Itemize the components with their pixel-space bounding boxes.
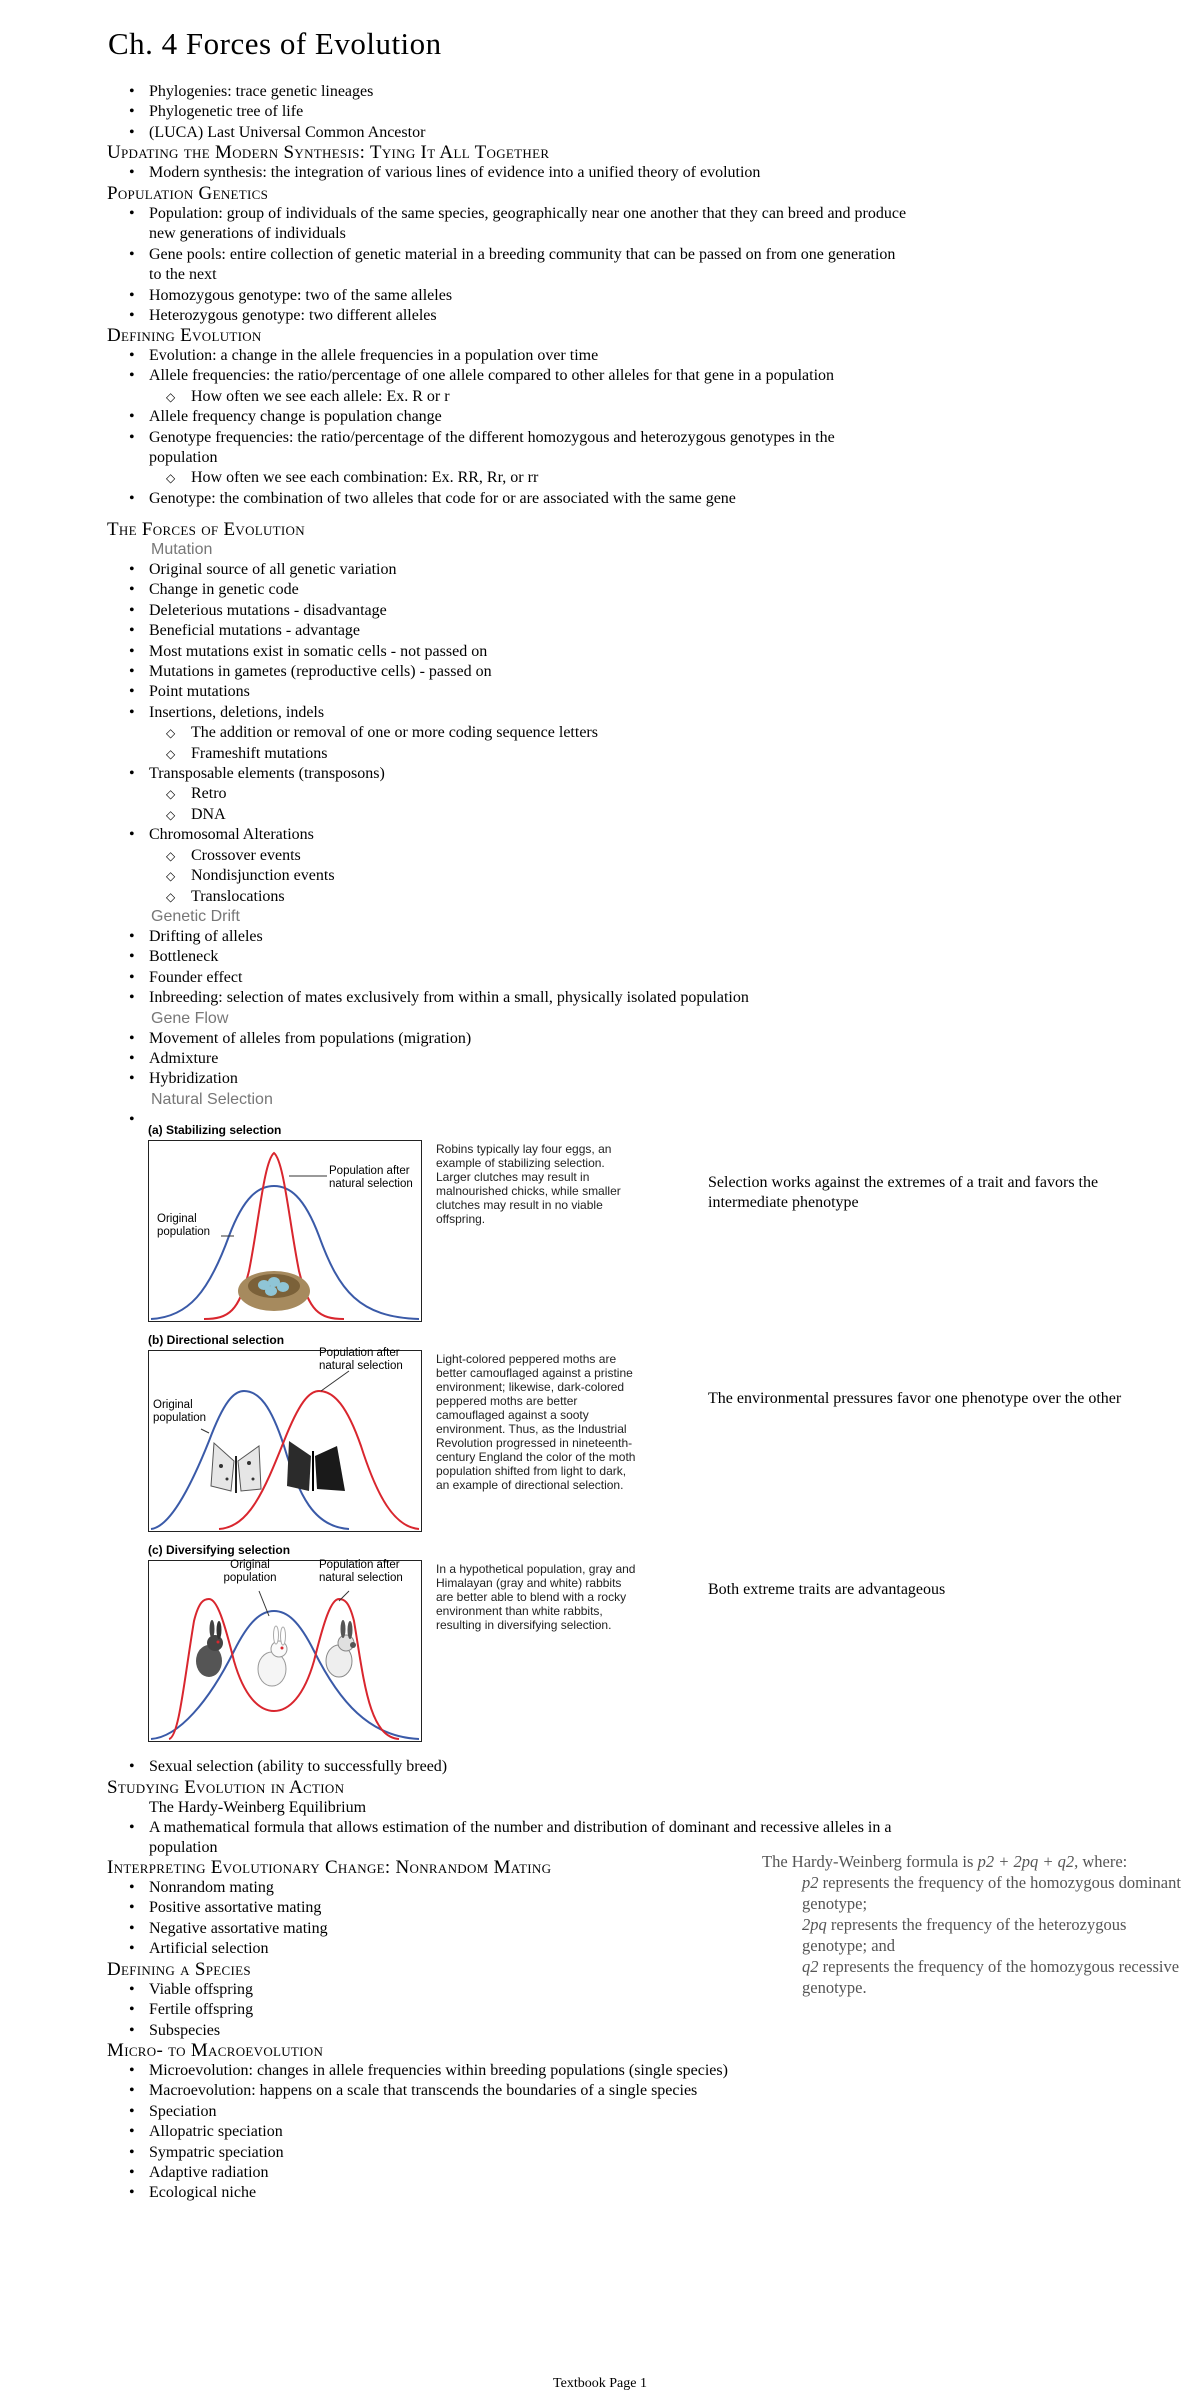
list-item: • Phylogenetic tree of life xyxy=(107,102,907,122)
list-item: • Ecological niche xyxy=(107,2183,907,2203)
directional-curves xyxy=(149,1351,421,1531)
section-heading: Interpreting Evolutionary Change: Nonrandom Mating xyxy=(107,1857,552,1878)
himalayan-rabbit-illustration xyxy=(326,1620,356,1677)
section-updating xyxy=(107,143,907,183)
list-item: • Hybridization xyxy=(107,1069,907,1089)
orig-pointer xyxy=(201,1429,209,1433)
section-heading: Defining Evolution xyxy=(107,325,262,346)
label-original-population: Original population xyxy=(157,1213,211,1238)
hw-term: q2 xyxy=(802,1957,819,1976)
list-item: • Sympatric speciation xyxy=(107,2143,907,2163)
note-directional: The environmental pressures favor one phenotype over the other xyxy=(708,1390,1122,1407)
hw-intro-line xyxy=(762,1851,1182,1872)
section-heading: Defining a Species xyxy=(107,1959,251,1980)
list-item: • Sexual selection (ability to successfully breed) xyxy=(107,1757,907,1777)
intro-section xyxy=(107,82,907,143)
list-subitem: ◇ Retro xyxy=(107,784,907,804)
section-heading: Updating the Modern Synthesis: Tying It All Together xyxy=(107,142,550,163)
list-item: • Chromosomal Alterations xyxy=(107,825,907,845)
list-item: • Gene pools: entire collection of genetic material in a breeding community that can be passed on from one generation to the next xyxy=(107,245,907,286)
hw-line-p2 xyxy=(762,1872,1182,1914)
label-after-selection: Population after natural selection xyxy=(319,1347,403,1372)
list-item: • Transposable elements (transposons) xyxy=(107,764,907,784)
hw-text: represents the frequency of the heterozygous genotype; and xyxy=(802,1915,1127,1955)
hardy-weinberg-note xyxy=(762,1851,1182,1998)
list-item: • Microevolution: changes in allele frequencies within breeding populations (single species) xyxy=(107,2061,907,2081)
plot-diversifying xyxy=(148,1560,422,1742)
caption-stabilizing: Robins typically lay four eggs, an example of stabilizing selection. Larger clutches may result in malnourished chicks, while smaller clutches may result in no viable offspring. xyxy=(436,1142,621,1226)
hw-line-2pq xyxy=(762,1914,1182,1956)
list-item: • Adaptive radiation xyxy=(107,2163,907,2183)
plot-stabilizing xyxy=(148,1140,422,1322)
list-item: • Positive assortative mating xyxy=(107,1898,907,1918)
selection-figure xyxy=(146,1115,686,1745)
section-sexual-selection xyxy=(107,1757,907,1777)
hw-formula: p2 + 2pq + q2 xyxy=(977,1852,1075,1871)
plot-directional xyxy=(148,1347,422,1532)
section-micro-macro xyxy=(107,2041,907,2204)
label-after-selection: Population after natural selection xyxy=(319,1559,403,1584)
list-item: • Fertile offspring xyxy=(107,2000,907,2020)
list-item: • Negative assortative mating xyxy=(107,1919,907,1939)
hw-text: represents the frequency of the homozygous dominant genotype; xyxy=(802,1873,1181,1913)
list-item: • Inbreeding: selection of mates exclusively from within a small, physically isolated population xyxy=(107,988,907,1008)
section-heading: Population Genetics xyxy=(107,183,269,204)
section-heading: Micro- to Macroevolution xyxy=(107,2040,324,2061)
list-item: • Genotype: the combination of two alleles that code for or are associated with the same gene xyxy=(107,489,907,509)
subheading-natural-selection: Natural Selection xyxy=(151,1090,273,1108)
section-heading: Studying Evolution in Action xyxy=(107,1777,345,1798)
list-item: • Insertions, deletions, indels xyxy=(107,703,907,723)
nest-illustration xyxy=(238,1271,310,1311)
list-item: • Genotype frequencies: the ratio/percentage of the different homozygous and heterozygous genotypes in the population xyxy=(107,428,907,469)
panel-title-directional: (b) Directional selection xyxy=(148,1333,285,1347)
list-item: • Most mutations exist in somatic cells - not passed on xyxy=(107,642,907,662)
list-item: • Population: group of individuals of the same species, geographically near one another that they can breed and produce new generations of individuals xyxy=(107,204,907,245)
hw-suffix: , where: xyxy=(1074,1852,1128,1871)
list-item: • A mathematical formula that allows estimation of the number and distribution of dominant and recessive alleles in a population xyxy=(107,1818,907,1859)
list-item: • Drifting of alleles xyxy=(107,927,907,947)
list-item: • Evolution: a change in the allele frequencies in a population over time xyxy=(107,346,907,366)
hw-term: p2 xyxy=(802,1873,819,1892)
page-title: Ch. 4 Forces of Evolution xyxy=(108,26,442,61)
section-heading: The Forces of Evolution xyxy=(107,519,305,540)
hw-text: represents the frequency of the homozygous recessive genotype. xyxy=(802,1957,1180,1997)
list-item: • Movement of alleles from populations (migration) xyxy=(107,1029,907,1049)
page-footer: Textbook Page 1 xyxy=(553,2376,647,2391)
list-item: • Mutations in gametes (reproductive cells) - passed on xyxy=(107,662,907,682)
list-item: • Homozygous genotype: two of the same alleles xyxy=(107,286,907,306)
list-subitem: ◇ Frameshift mutations xyxy=(107,744,907,764)
list-item: • Modern synthesis: the integration of various lines of evidence into a unified theory of evolution xyxy=(107,163,907,183)
hw-term: 2pq xyxy=(802,1915,827,1934)
label-original-population: Original population xyxy=(223,1559,277,1584)
subheading-mutation: Mutation xyxy=(151,541,213,558)
white-rabbit-illustration xyxy=(258,1626,287,1686)
list-subitem: ◇ How often we see each allele: Ex. R or r xyxy=(107,387,907,407)
gray-rabbit-illustration xyxy=(196,1620,223,1677)
diversifying-curves xyxy=(149,1561,421,1741)
list-item: • Allopatric speciation xyxy=(107,2122,907,2142)
list-item: • Speciation xyxy=(107,2102,907,2122)
subheading-hardy-weinberg: The Hardy-Weinberg Equilibrium xyxy=(149,1799,367,1816)
list-item: • Original source of all genetic variation xyxy=(107,560,907,580)
note-diversifying: Both extreme traits are advantageous xyxy=(708,1581,946,1598)
list-subitem: ◇ The addition or removal of one or more coding sequence letters xyxy=(107,723,907,743)
label-after-selection: Population after natural selection xyxy=(329,1165,413,1190)
list-item: • Point mutations xyxy=(107,682,907,702)
list-item: • Bottleneck xyxy=(107,947,907,967)
list-item: • (LUCA) Last Universal Common Ancestor xyxy=(107,123,907,143)
subheading-gene-flow: Gene Flow xyxy=(151,1009,229,1027)
list-item: • Artificial selection xyxy=(107,1939,907,1959)
section-studying xyxy=(107,1778,907,1859)
hw-line-q2 xyxy=(762,1956,1182,1998)
list-subitem: ◇ Nondisjunction events xyxy=(107,866,907,886)
caption-directional: Light-colored peppered moths are better camouflaged against a pristine environment; likewise, dark-colored peppered moths are better camouflaged against a sooty environment. Thus, as the Industrial Revolution progressed in nineteenth-century England the color of the moth population shifted from light to dark, an example of directional selection. xyxy=(436,1352,636,1492)
light-moth-illustration xyxy=(211,1443,261,1493)
section-defining-evolution xyxy=(107,326,907,509)
list-item: • Viable offspring xyxy=(107,1980,907,2000)
subheading-genetic-drift: Genetic Drift xyxy=(151,907,240,925)
list-subitem: ◇ DNA xyxy=(107,805,907,825)
hw-intro: The Hardy-Weinberg formula is xyxy=(762,1852,974,1871)
list-item: • Subspecies xyxy=(107,2021,907,2041)
list-subitem: ◇ How often we see each combination: Ex. RR, Rr, or rr xyxy=(107,468,907,488)
label-original-population: Original population xyxy=(153,1399,207,1424)
list-item: • Founder effect xyxy=(107,968,907,988)
list-item: • Phylogenies: trace genetic lineages xyxy=(107,82,907,102)
list-item: • Admixture xyxy=(107,1049,907,1069)
list-item: • Change in genetic code xyxy=(107,580,907,600)
panel-title-diversifying: (c) Diversifying selection xyxy=(148,1543,291,1557)
list-item: • Allele frequency change is population change xyxy=(107,407,907,427)
list-item: • Deleterious mutations - disadvantage xyxy=(107,601,907,621)
after-pointer xyxy=(321,1371,349,1391)
note-stabilizing: Selection works against the extremes of a trait and favors the intermediate phenotype xyxy=(708,1174,1099,1211)
list-item: • Heterozygous genotype: two different alleles xyxy=(107,306,907,326)
dark-moth-illustration xyxy=(287,1441,345,1491)
section-population-genetics xyxy=(107,184,907,326)
list-item: • Nonrandom mating xyxy=(107,1878,907,1898)
list-item: • Allele frequencies: the ratio/percentage of one allele compared to other alleles for that gene in a population xyxy=(107,366,907,386)
list-item: • Beneficial mutations - advantage xyxy=(107,621,907,641)
caption-diversifying: In a hypothetical population, gray and Himalayan (gray and white) rabbits are better able to blend with a rocky environment than white rabbits, resulting in diversifying selection. xyxy=(436,1562,636,1632)
list-item: • Macroevolution: happens on a scale that transcends the boundaries of a single species xyxy=(107,2081,907,2101)
panel-title-stabilizing: (a) Stabilizing selection xyxy=(148,1123,282,1137)
list-subitem: ◇ Translocations xyxy=(107,887,907,907)
list-subitem: ◇ Crossover events xyxy=(107,846,907,866)
section-forces xyxy=(107,520,907,1130)
